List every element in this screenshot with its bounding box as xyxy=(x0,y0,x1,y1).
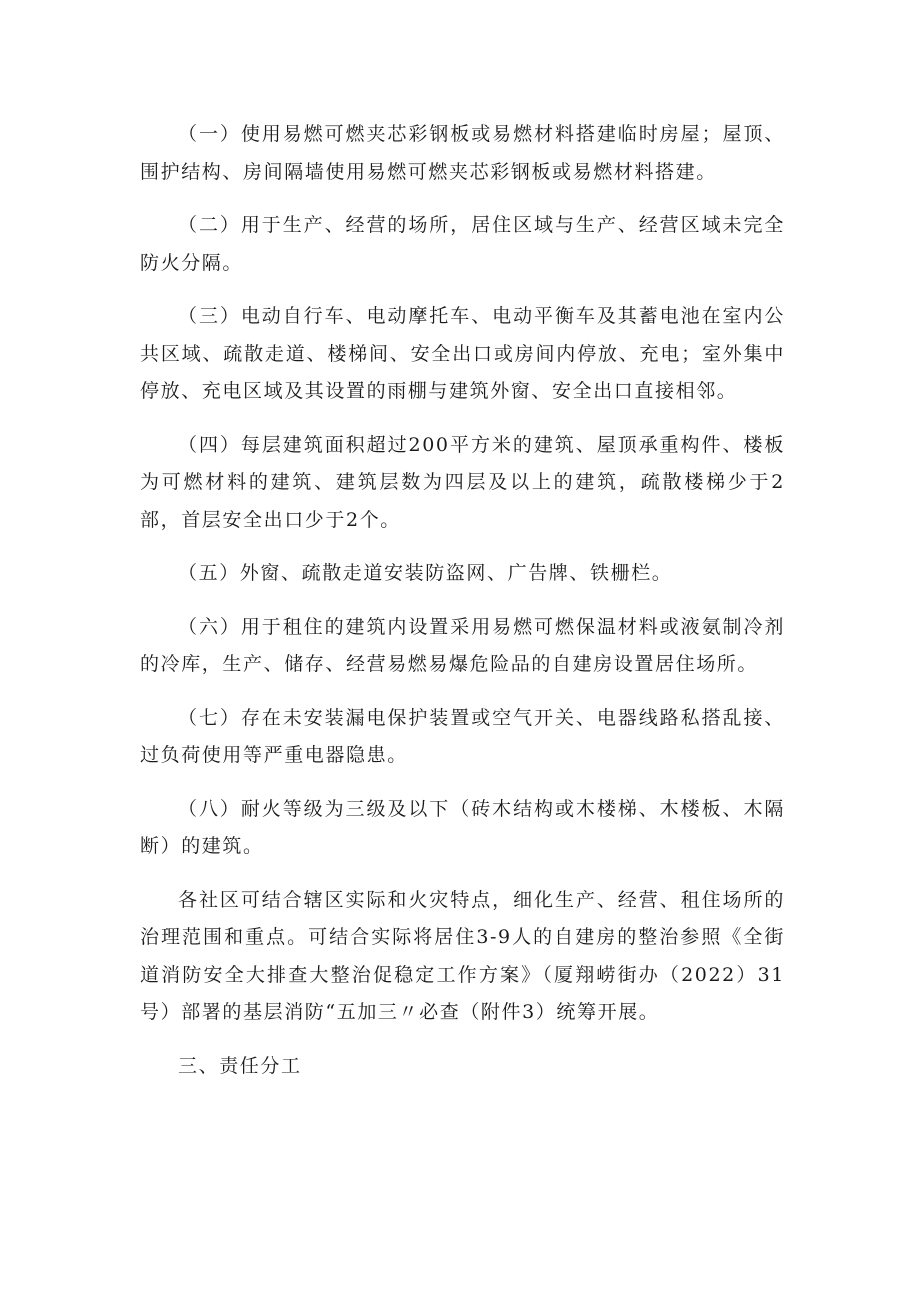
paragraph-item-5: （五）外窗、疏散走道安装防盗网、广告牌、铁栅栏。 xyxy=(178,562,673,584)
paragraph-item-8: （八）耐火等级为三级及以下（砖木结构或木楼梯、木楼板、木隔断）的建筑。 xyxy=(140,797,785,857)
paragraph-item-3: （三）电动自行车、电动摩托车、电动平衡车及其蓄电池在室内公共区域、疏散走道、楼梯间、安全出口或房间内停放、充电；室外集中停放、充电区域及其设置的雨棚与建筑外窗、安全出口直接相邻。 xyxy=(140,305,785,402)
paragraph-item-1: （一）使用易燃可燃夹芯彩钢板或易燃材料搭建临时房屋；屋顶、围护结构、房间隔墙使用易燃可燃夹芯彩钢板或易燃材料搭建。 xyxy=(140,123,785,183)
paragraph-item-2: （二）用于生产、经营的场所，居住区域与生产、经营区域未完全防火分隔。 xyxy=(140,214,785,274)
paragraph-item-6: （六）用于租住的建筑内设置采用易燃可燃保温材料或液氨制冷剂的冷库，生产、储存、经营易燃易爆危险品的自建房设置居住场所。 xyxy=(140,615,785,675)
paragraph-item-4: （四）每层建筑面积超过200平方米的建筑、屋顶承重构件、楼板为可燃材料的建筑、建筑层数为四层及以上的建筑，疏散楼梯少于2部，首层安全出口少于2个。 xyxy=(140,433,785,531)
document-body xyxy=(140,116,785,1085)
paragraph-item-7: （七）存在未安装漏电保护装置或空气开关、电器线路私搭乱接、过负荷使用等严重电器隐患。 xyxy=(140,706,785,766)
paragraph-community-guidance: 各社区可结合辖区实际和火灾特点，细化生产、经营、租住场所的治理范围和重点。可结合实际将居住3-9人的自建房的整治参照《全街道消防安全大排查大整治促稳定工作方案》（厦翔崂街办（2022）31号）部署的基层消防“五加三〃必查（附件3）统筹开展。 xyxy=(140,888,785,1023)
section-heading: 三、责任分工 xyxy=(178,1054,302,1077)
